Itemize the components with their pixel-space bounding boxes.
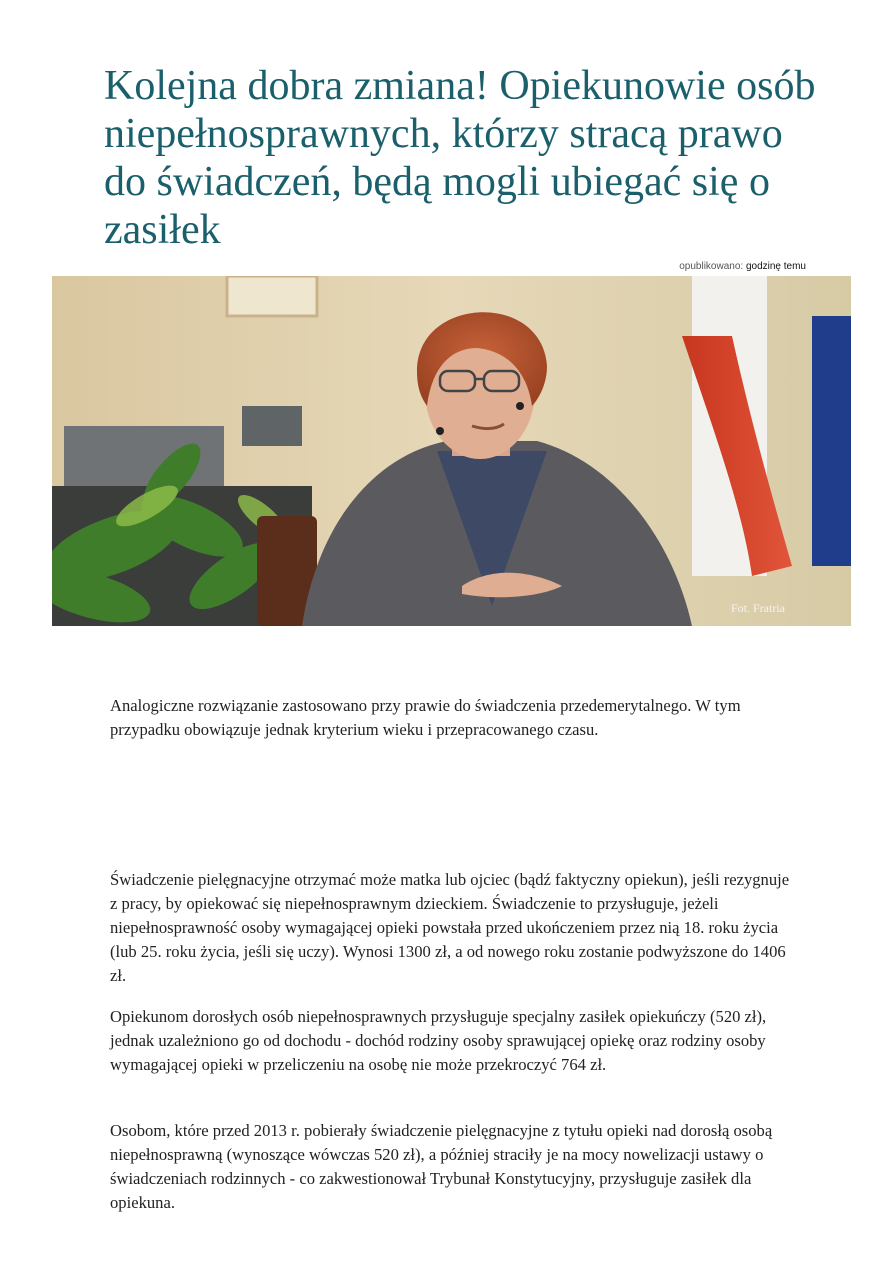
published-label: opublikowano:	[679, 261, 744, 272]
article-paragraph: Analogiczne rozwiązanie zastosowano przy prawie do świadczenia przedemerytalnego. W tym przypadku obowiązuje jednak kryterium wieku i przepracowanego czasu.	[110, 696, 741, 739]
article-paragraph: Świadczenie pielęgnacyjne otrzymać może matka lub ojciec (bądź faktyczny opiekun), jeśli rezygnuje z pracy, by opiekować się niepełnosprawnym dzieckiem. Świadczenie to przysługuje, jeżeli niepełnosprawność osoby wymagającej opieki powstała przed ukończeniem przez nią 18. roku życia (lub 25. roku życia, jeśli się uczy). Wynosi 1300 zł, a od nowego roku zostanie podwyższone do 1406 zł.	[110, 870, 790, 985]
article-paragraph: Osobom, które przed 2013 r. pobierały świadczenie pielęgnacyjne z tytułu opieki nad dorosłą osobą niepełnosprawną (wynoszące wówczas 520 zł), a później straciły je na mocy nowelizacji ustawy o świadczeniach rodzinnych - co zakwestionował Trybunał Konstytucyjny, przysługuje zasiłek dla opiekuna.	[110, 1121, 773, 1212]
article-paragraph: Opiekunom dorosłych osób niepełnosprawnych przysługuje specjalny zasiłek opiekuńczy (520 zł), jednak uzależniono go od dochodu - dochód rodziny osoby sprawującej opiekę oraz rodziny osoby wymagającej opieki w przeliczeniu na osobę nie może przekroczyć 764 zł.	[110, 1007, 767, 1074]
photo-credit: Fot. Fratria	[731, 601, 785, 615]
publish-info	[679, 261, 806, 272]
article-title: Kolejna dobra zmiana! Opiekunowie osób niepełnosprawnych, którzy stracą prawo do świadczeń, będą mogli ubiegać się o zasiłek	[104, 63, 816, 253]
photo-illustration	[52, 276, 851, 626]
article-photo	[52, 276, 851, 626]
published-time: godzinę temu	[745, 261, 806, 272]
